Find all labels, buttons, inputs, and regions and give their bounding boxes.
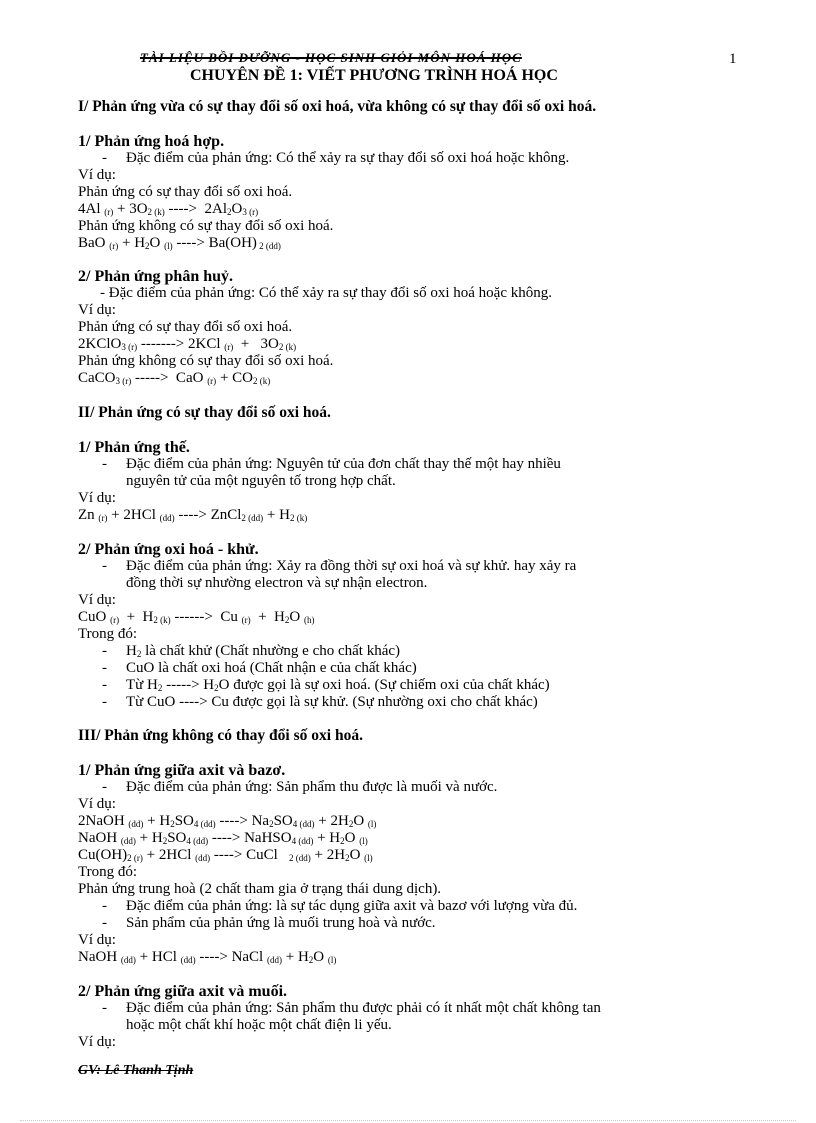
example-label: Ví dụ: [78,167,116,183]
example-label: Ví dụ: [78,490,116,506]
section-3-heading: III/ Phản ứng không có thay đổi số oxi hoá. [78,727,363,744]
decomposition-feature: - Đặc điểm của phản ứng: Có thể xảy ra sự thay đổi số oxi hoá hoặc không. [100,285,552,301]
equation: CuO $_{(r)} + H_{2 (k)}$ ------> Cu $_{(r)} + H_2O$ $_{(h)}$ [78,609,315,625]
equation: 2NaOH $_{(dd)} + H_2SO_{4 (dd)}$ ----> $Na_2SO_{4 (dd)} + 2H_2O$ $_{(l)}$ [78,813,377,829]
equation: 2KClO$_{3 (r)}$ -------> 2KCl $_{(r)} + 3O_{2 (k)}$ [78,336,297,352]
section-1-heading: I/ Phản ứng vừa có sự thay đổi số oxi hoá, vừa không có sự thay đổi số oxi hoá. [78,98,597,115]
acid-salt-feature-cont: hoặc một chất khí hoặc một chất điện li yếu. [126,1017,392,1033]
neutralization-feature: - Đặc điểm của phản ứng: là sự tác dụng giữa axit và bazơ với lượng vừa đủ. [102,898,578,914]
example-label: Ví dụ: [78,1034,116,1050]
acid-base-title: 1/ Phản ứng giữa axit và bazơ. [78,762,286,779]
example-label: Ví dụ: [78,932,116,948]
where-label: Trong đó: [78,864,138,880]
page-divider [20,1120,796,1121]
note-item: - $H_2$ là chất khử (Chất nhường e cho chất khác) [102,643,401,659]
without-change-label: Phản ứng không có sự thay đổi số oxi hoá. [78,353,334,369]
with-change-label: Phản ứng có sự thay đổi số oxi hoá. [78,184,293,200]
equation: Zn $_{(r)}$ + 2HCl $_{(dd)}$ ----> ZnCl$_{2 (dd)}$ + $H_{2 (k)}$ [78,507,308,523]
substitution-title: 1/ Phản ứng thế. [78,439,190,456]
without-change-label: Phản ứng không có sự thay đổi số oxi hoá. [78,218,334,234]
note-item: - CuO là chất oxi hoá (Chất nhận e của chất khác) [102,660,417,676]
equation: CaCO$_{3 (r)}$ -----> CaO $_{(r)} + CO_{2 (k)}$ [78,370,271,386]
equation: NaOH $_{(dd)} + H_2SO_{4 (dd)}$ ----> NaHSO$_{4 (dd)}$ + $H_2O$ $_{(l)}$ [78,830,368,846]
redox-feature-cont: đồng thời sự nhường electron và sự nhận electron. [126,575,428,591]
equation: 4Al $_{(r)} + 3O_{2 (k)}$ ----> $2Al_2O_{3 (r)}$ [78,201,259,217]
note-item: - Từ $H_2$ -----> $H_2O$ được gọi là sự oxi hoá. (Sự chiếm oxi của chất khác) [102,677,550,693]
example-label: Ví dụ: [78,796,116,812]
where-label: Trong đó: [78,626,138,642]
page-number: 1 [729,51,737,67]
page-title: CHUYÊN ĐỀ 1: VIẾT PHƯƠNG TRÌNH HOÁ HỌC [190,67,558,84]
redox-title: 2/ Phản ứng oxi hoá - khử. [78,541,259,558]
acid-salt-feature: - Đặc điểm của phản ứng: Sản phẩm thu được phải có ít nhất một chất không tan [102,1000,601,1016]
redox-feature: - Đặc điểm của phản ứng: Xảy ra đồng thời sự oxi hoá và sự khử. hay xảy ra [102,558,577,574]
neutralization-label: Phản ứng trung hoà (2 chất tham gia ở trạng thái dung dịch). [78,881,442,897]
section-2-heading: II/ Phản ứng có sự thay đổi số oxi hoá. [78,404,331,421]
acid-salt-title: 2/ Phản ứng giữa axit và muối. [78,983,288,1000]
footer-author: GV: Lê Thanh Tịnh [78,1063,194,1078]
equation: BaO $_{(r)} + H_2O$ $_{(l)}$ ----> Ba(OH) $_{2 (dd)}$ [78,235,281,251]
example-label: Ví dụ: [78,302,116,318]
neutralization-product: - Sản phẩm của phản ứng là muối trung hoà và nước. [102,915,436,931]
header-banner: TÀI LIỆU BỒI DƯỠNG - HỌC SINH GIỎI MÔN HOÁ HỌC [140,50,522,65]
substitution-feature-cont: nguyên tử của một nguyên tố trong hợp chất. [126,473,396,489]
with-change-label: Phản ứng có sự thay đổi số oxi hoá. [78,319,293,335]
combination-title: 1/ Phản ứng hoá hợp. [78,133,225,150]
equation: $Cu(OH)_{2 (r)} + 2HCl$ $_{(dd)}$ ----> CuCl $_{2 (dd)} + 2H_2O$ $_{(l)}$ [78,847,373,863]
note-item: - Từ CuO ----> Cu được gọi là sự khử. (Sự nhường oxi cho chất khác) [102,694,538,710]
decomposition-title: 2/ Phản ứng phân huỷ. [78,268,234,285]
equation: NaOH $_{(dd)}$ + HCl $_{(dd)}$ ----> NaCl $_{(dd)} + H_2O$ $_{(l)}$ [78,949,337,965]
substitution-feature: - Đặc điểm của phản ứng: Nguyên tử của đơn chất thay thế một hay nhiều [102,456,561,472]
acid-base-feature: - Đặc điểm của phản ứng: Sản phẩm thu được là muối và nước. [102,779,498,795]
combination-feature: - Đặc điểm của phản ứng: Có thể xảy ra sự thay đổi số oxi hoá hoặc không. [102,150,570,166]
example-label: Ví dụ: [78,592,116,608]
